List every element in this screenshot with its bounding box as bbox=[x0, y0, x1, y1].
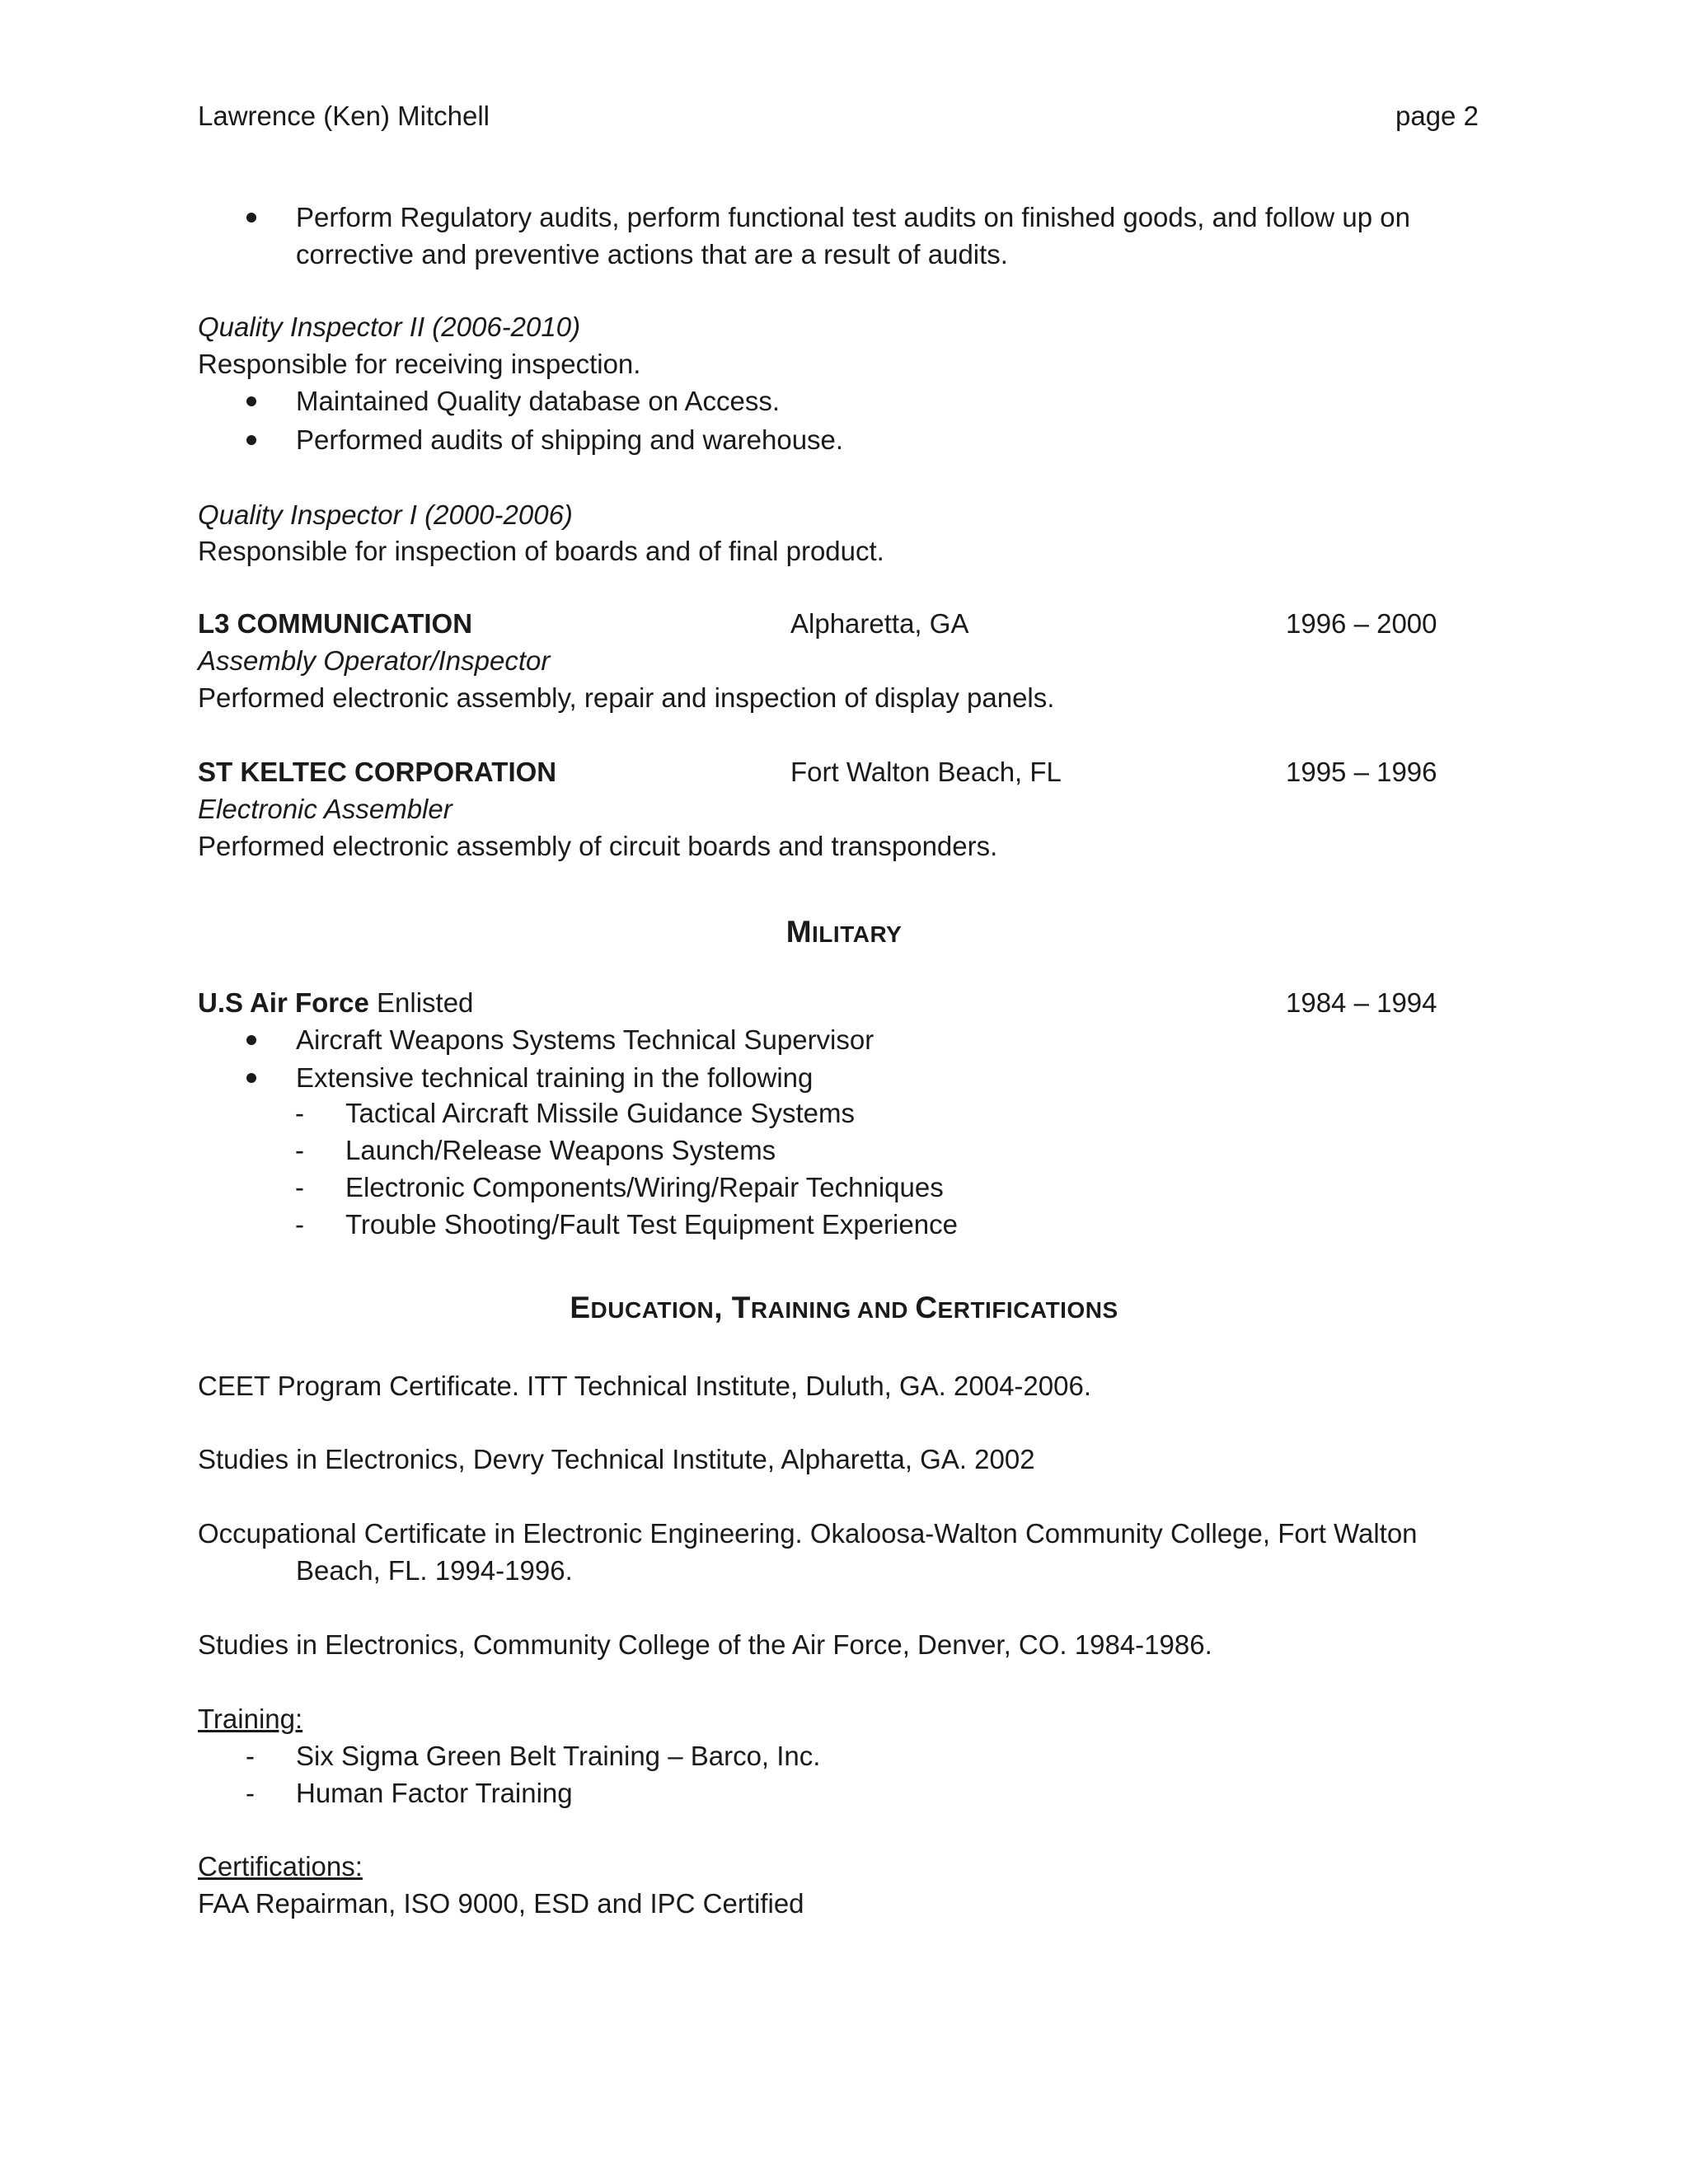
bullet-icon bbox=[246, 1035, 256, 1045]
l3-desc: Performed electronic assembly, repair and inspection of display panels. bbox=[198, 682, 1055, 713]
military-subitem: Tactical Aircraft Missile Guidance Systems bbox=[345, 1098, 856, 1128]
certifications-label: Certifications: bbox=[198, 1851, 363, 1882]
certifications-list: FAA Repairman, ISO 9000, ESD and IPC Certified bbox=[198, 1888, 804, 1919]
bullet-icon bbox=[246, 435, 256, 445]
qi2-bullet: Performed audits of shipping and warehouse. bbox=[296, 424, 844, 455]
l3-location: Alpharetta, GA bbox=[790, 608, 969, 639]
training-label: Training: bbox=[198, 1704, 303, 1734]
education-entry: Studies in Electronics, Devry Technical Institute, Alpharetta, GA. 2002 bbox=[198, 1444, 1035, 1474]
intro-bullet-line1: Perform Regulatory audits, perform functional test audits on finished goods, and follow up on bbox=[296, 202, 1410, 232]
header-name: Lawrence (Ken) Mitchell bbox=[198, 101, 490, 131]
military-org: U.S Air Force bbox=[198, 987, 369, 1018]
military-org-line bbox=[198, 989, 473, 1016]
qi1-desc: Responsible for inspection of boards and of final product. bbox=[198, 536, 884, 566]
keltec-role: Electronic Assembler bbox=[198, 794, 452, 824]
education-heading: EDUCATION, TRAINING AND CERTIFICATIONS bbox=[570, 1291, 1118, 1324]
l3-dates: 1996 – 2000 bbox=[1286, 608, 1437, 639]
qi2-title: Quality Inspector II (2006-2010) bbox=[198, 312, 581, 342]
military-subitem: Electronic Components/Wiring/Repair Techniques bbox=[345, 1172, 944, 1202]
bullet-icon bbox=[246, 1073, 256, 1083]
l3-company: L3 COMMUNICATION bbox=[198, 608, 473, 639]
dash-icon: - bbox=[246, 1741, 255, 1771]
l3-role: Assembly Operator/Inspector bbox=[198, 645, 551, 676]
education-entry-continued: Beach, FL. 1994-1996. bbox=[296, 1555, 573, 1586]
qi2-desc: Responsible for receiving inspection. bbox=[198, 349, 641, 379]
education-entry: Occupational Certificate in Electronic Engineering. Okaloosa-Walton Community College, Fort Walton bbox=[198, 1518, 1418, 1549]
dash-icon: - bbox=[246, 1778, 255, 1808]
military-subitem: Trouble Shooting/Fault Test Equipment Experience bbox=[345, 1209, 958, 1240]
military-dates: 1984 – 1994 bbox=[1286, 987, 1437, 1018]
military-bullet: Extensive technical training in the following bbox=[296, 1062, 814, 1093]
intro-bullet-line2: corrective and preventive actions that are a result of audits. bbox=[296, 239, 1008, 269]
page-number: page 2 bbox=[1395, 101, 1479, 131]
dash-icon: - bbox=[295, 1172, 304, 1202]
dash-icon: - bbox=[295, 1135, 304, 1165]
military-subitem: Launch/Release Weapons Systems bbox=[345, 1135, 776, 1165]
education-entry: Studies in Electronics, Community College of the Air Force, Denver, CO. 1984-1986. bbox=[198, 1629, 1212, 1660]
keltec-company: ST KELTEC CORPORATION bbox=[198, 757, 557, 787]
bullet-icon bbox=[246, 396, 256, 406]
military-bullet: Aircraft Weapons Systems Technical Supervisor bbox=[296, 1024, 874, 1055]
military-heading: MILITARY bbox=[785, 915, 903, 949]
qi2-bullet: Maintained Quality database on Access. bbox=[296, 386, 781, 416]
bullet-icon bbox=[246, 213, 256, 223]
dash-icon: - bbox=[295, 1209, 304, 1240]
keltec-desc: Performed electronic assembly of circuit boards and transponders. bbox=[198, 831, 998, 861]
training-item: Human Factor Training bbox=[296, 1778, 573, 1808]
keltec-location: Fort Walton Beach, FL bbox=[790, 757, 1062, 787]
qi1-title: Quality Inspector I (2000-2006) bbox=[198, 499, 573, 530]
training-item: Six Sigma Green Belt Training – Barco, Inc. bbox=[296, 1741, 821, 1771]
dash-icon: - bbox=[295, 1098, 304, 1128]
education-entry: CEET Program Certificate. ITT Technical Institute, Duluth, GA. 2004-2006. bbox=[198, 1371, 1092, 1401]
keltec-dates: 1995 – 1996 bbox=[1286, 757, 1437, 787]
military-status: Enlisted bbox=[368, 987, 474, 1018]
